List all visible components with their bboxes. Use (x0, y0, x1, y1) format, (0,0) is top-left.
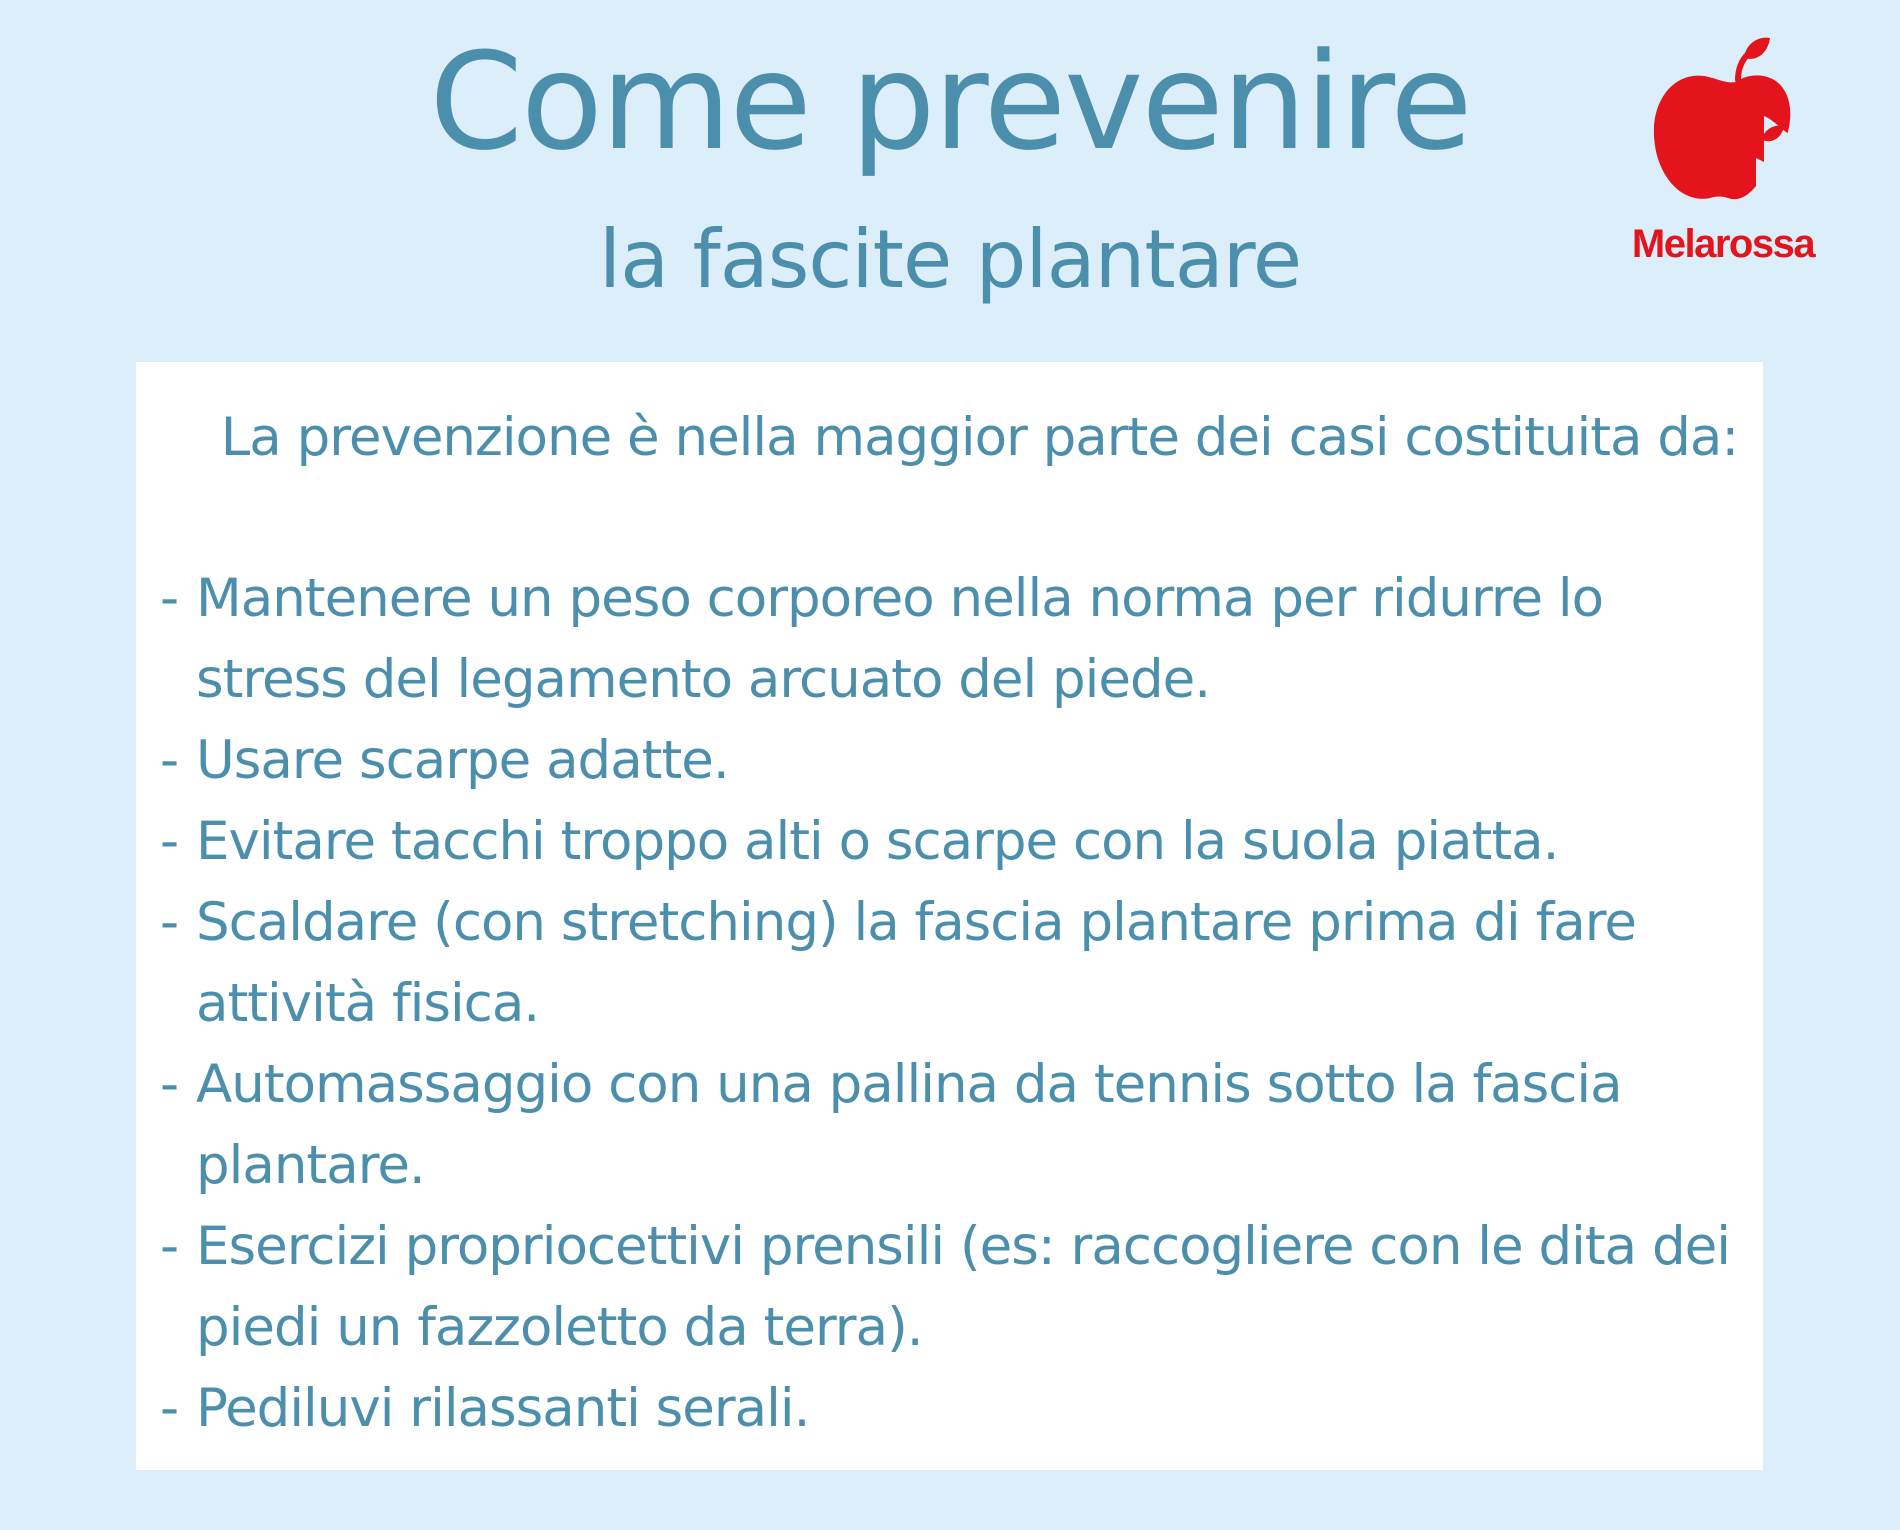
list-item-text: Automassaggio con una pallina da tennis sotto la fascia plantare. (196, 1054, 1622, 1196)
page-subtitle: la fascite plantare (598, 213, 1302, 306)
list-item (160, 1044, 1740, 1206)
list-item (160, 1368, 1740, 1449)
list-item (160, 1206, 1740, 1368)
list-item (160, 882, 1740, 1044)
list-item-text: Mantenere un peso corporeo nella norma per ridurre lo stress del legamento arcuato del piede. (196, 568, 1604, 710)
bullet-dash: - (160, 1216, 179, 1277)
list-item-text: Esercizi propriocettivi prensili (es: raccogliere con le dita dei piedi un fazzoletto da terra). (196, 1216, 1730, 1358)
bullet-dash: - (160, 568, 179, 629)
apple-icon (1652, 36, 1792, 208)
brand-name: Melarossa (1631, 222, 1815, 266)
intro-text: La prevenzione è nella maggior parte dei casi costituita da: (220, 407, 1739, 468)
list-item-text: Evitare tacchi troppo alti o scarpe con la suola piatta. (196, 811, 1559, 872)
melarossa-logo (1618, 36, 1828, 276)
list-item (160, 801, 1740, 882)
list-item (160, 720, 1740, 801)
bullet-dash: - (160, 1054, 179, 1115)
list-item (160, 558, 1740, 720)
list-item-text: Usare scarpe adatte. (196, 730, 729, 791)
page-title: Come prevenire (429, 24, 1471, 180)
bullet-dash: - (160, 811, 179, 872)
bullet-dash: - (160, 1378, 179, 1439)
bullet-dash: - (160, 892, 179, 953)
list-item-text: Scaldare (con stretching) la fascia plantare prima di fare attività fisica. (196, 892, 1636, 1034)
content-card (136, 362, 1763, 1470)
bullet-dash: - (160, 730, 179, 791)
list-item-text: Pediluvi rilassanti serali. (196, 1378, 810, 1439)
prevention-list (160, 558, 1740, 1449)
